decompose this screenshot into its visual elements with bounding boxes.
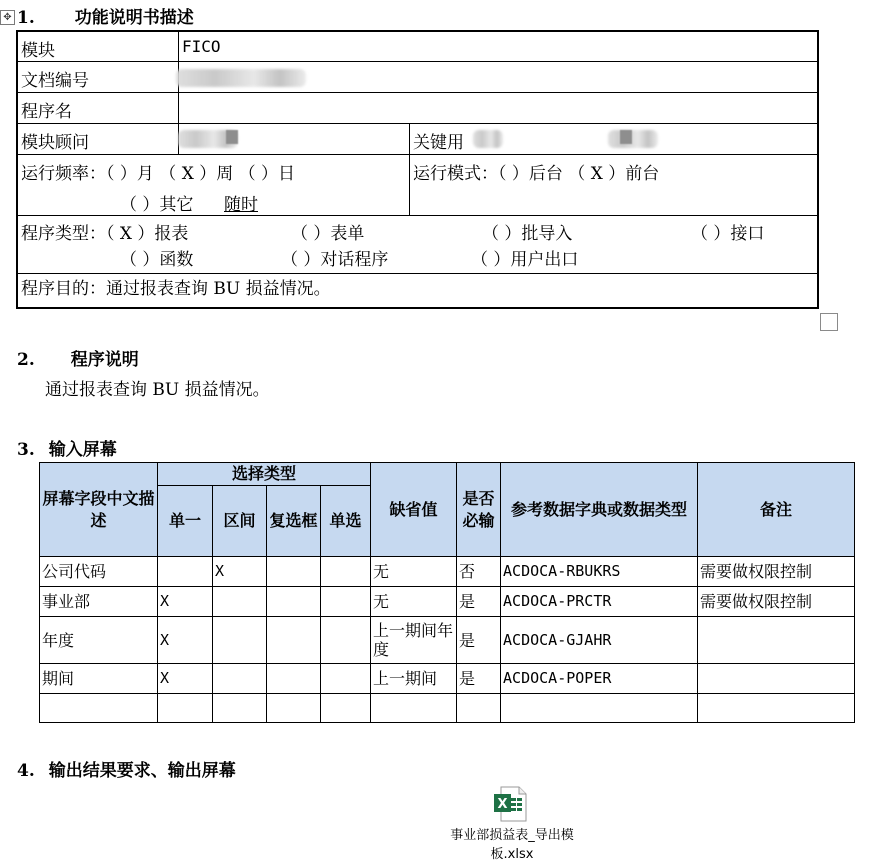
run-frequency-other: （ ）其它 bbox=[120, 195, 194, 215]
program-type-dialog: （ ）对话程序 bbox=[281, 250, 389, 270]
program-type-user-exit: （ ）用户出口 bbox=[471, 250, 579, 270]
header-radio: 单选 bbox=[321, 486, 371, 557]
cell-multi bbox=[267, 617, 321, 664]
section-1-number: 1. bbox=[17, 8, 35, 28]
table-move-handle[interactable]: ✥ bbox=[0, 10, 15, 25]
program-type-function: （ ）函数 bbox=[120, 250, 194, 270]
module-value: FICO bbox=[182, 37, 221, 56]
program-name-label: 程序名 bbox=[21, 102, 72, 122]
cell-desc: 事业部 bbox=[40, 587, 158, 617]
section-2-number: 2. bbox=[17, 350, 35, 370]
cell-range bbox=[213, 664, 267, 694]
table-row bbox=[40, 664, 855, 694]
cell-desc: 公司代码 bbox=[40, 557, 158, 587]
section-2-heading bbox=[17, 345, 139, 370]
cell-default bbox=[371, 694, 457, 723]
cell-default: 无 bbox=[371, 587, 457, 617]
cell-required: 是 bbox=[457, 664, 501, 694]
section-4-title: 输出结果要求、输出屏幕 bbox=[48, 761, 236, 781]
svg-text:X: X bbox=[497, 797, 508, 812]
cell-remark bbox=[698, 694, 855, 723]
cell-remark: 需要做权限控制 bbox=[698, 557, 855, 587]
table-row bbox=[40, 557, 855, 587]
cell-default: 无 bbox=[371, 557, 457, 587]
cell-single bbox=[158, 557, 213, 587]
input-screen-table bbox=[39, 462, 855, 723]
cell-required: 是 bbox=[457, 617, 501, 664]
cell-single bbox=[158, 694, 213, 723]
consultant-redacted-mark bbox=[226, 130, 238, 144]
cell-multi bbox=[267, 557, 321, 587]
run-frequency: 运行频率：（ ）月 （ X ）周 （ ）日 bbox=[21, 164, 296, 184]
header-multi-box: 复选框 bbox=[267, 486, 321, 557]
cell-ref: ACDOCA-GJAHR bbox=[501, 617, 698, 664]
cell-single: X bbox=[158, 617, 213, 664]
header-range: 区间 bbox=[213, 486, 267, 557]
consultant-label: 模块顾问 bbox=[21, 133, 89, 153]
section-3-title: 输入屏幕 bbox=[48, 440, 117, 460]
cell-multi bbox=[267, 694, 321, 723]
table-resize-handle[interactable] bbox=[820, 313, 838, 331]
key-user-redacted-1 bbox=[473, 130, 503, 148]
cell-radio bbox=[321, 587, 371, 617]
doc-number-redacted bbox=[176, 69, 306, 87]
cell-multi bbox=[267, 587, 321, 617]
table-row bbox=[40, 617, 855, 664]
program-purpose: 程序目的：通过报表查询 BU 损益情况。 bbox=[21, 279, 331, 299]
cell-single: X bbox=[158, 587, 213, 617]
cell-remark: 需要做权限控制 bbox=[698, 587, 855, 617]
section-4-heading bbox=[17, 756, 236, 781]
cell-desc: 年度 bbox=[40, 617, 158, 664]
section-1-title: 功能说明书描述 bbox=[74, 8, 194, 28]
cell-range bbox=[213, 694, 267, 723]
cell-remark bbox=[698, 617, 855, 664]
cell-ref: ACDOCA-PRCTR bbox=[501, 587, 698, 617]
section-2-title: 程序说明 bbox=[70, 350, 139, 370]
program-type-form: （ ）表单 bbox=[291, 224, 365, 244]
cell-required: 否 bbox=[457, 557, 501, 587]
cell-ref: ACDOCA-POPER bbox=[501, 664, 698, 694]
cell-range bbox=[213, 587, 267, 617]
header-single: 单一 bbox=[158, 486, 213, 557]
program-type-interface: （ ）接口 bbox=[691, 224, 765, 244]
cell-ref: ACDOCA-RBUKRS bbox=[501, 557, 698, 587]
cell-radio bbox=[321, 617, 371, 664]
section-3-number: 3. bbox=[17, 440, 35, 460]
cell-default: 上一期间 bbox=[371, 664, 457, 694]
module-label: 模块 bbox=[21, 41, 55, 61]
cell-radio bbox=[321, 694, 371, 723]
header-default: 缺省值 bbox=[371, 463, 457, 557]
cell-range: X bbox=[213, 557, 267, 587]
cell-range bbox=[213, 617, 267, 664]
cell-required: 是 bbox=[457, 587, 501, 617]
cell-default: 上一期间年度 bbox=[371, 617, 457, 664]
section-4-number: 4. bbox=[17, 761, 35, 781]
header-field-desc: 屏幕字段中文描述 bbox=[40, 463, 158, 557]
excel-file-icon[interactable] bbox=[493, 786, 527, 822]
header-required: 是否必输 bbox=[457, 463, 501, 557]
doc-number-label: 文档编号 bbox=[21, 71, 89, 91]
cell-desc: 期间 bbox=[40, 664, 158, 694]
cell-single: X bbox=[158, 664, 213, 694]
key-user-label: 关键用 bbox=[413, 133, 464, 153]
section-2-body: 通过报表查询 BU 损益情况。 bbox=[45, 380, 270, 400]
cell-required bbox=[457, 694, 501, 723]
run-frequency-other-value: 随时 bbox=[224, 195, 258, 215]
cell-radio bbox=[321, 557, 371, 587]
header-remark: 备注 bbox=[698, 463, 855, 557]
key-user-redacted-2 bbox=[608, 130, 658, 148]
spec-table bbox=[16, 30, 819, 309]
section-1-heading bbox=[17, 3, 194, 28]
section-3-heading bbox=[17, 435, 117, 460]
program-type-batch-import: （ ）批导入 bbox=[482, 224, 573, 244]
cell-multi bbox=[267, 664, 321, 694]
attachment-caption[interactable]: 事业部损益表_导出模板.xlsx bbox=[450, 828, 574, 862]
cell-desc bbox=[40, 694, 158, 723]
header-ref: 参考数据字典或数据类型 bbox=[501, 463, 698, 557]
cell-radio bbox=[321, 664, 371, 694]
run-mode: 运行模式：（ ）后台 （ X ）前台 bbox=[413, 164, 660, 184]
table-row bbox=[40, 587, 855, 617]
table-row bbox=[40, 694, 855, 723]
key-user-redacted-mark bbox=[620, 130, 632, 144]
cell-ref bbox=[501, 694, 698, 723]
program-type-report: 程序类型：（ X ）报表 bbox=[21, 224, 189, 244]
header-select-type: 选择类型 bbox=[158, 463, 371, 486]
cell-remark bbox=[698, 664, 855, 694]
